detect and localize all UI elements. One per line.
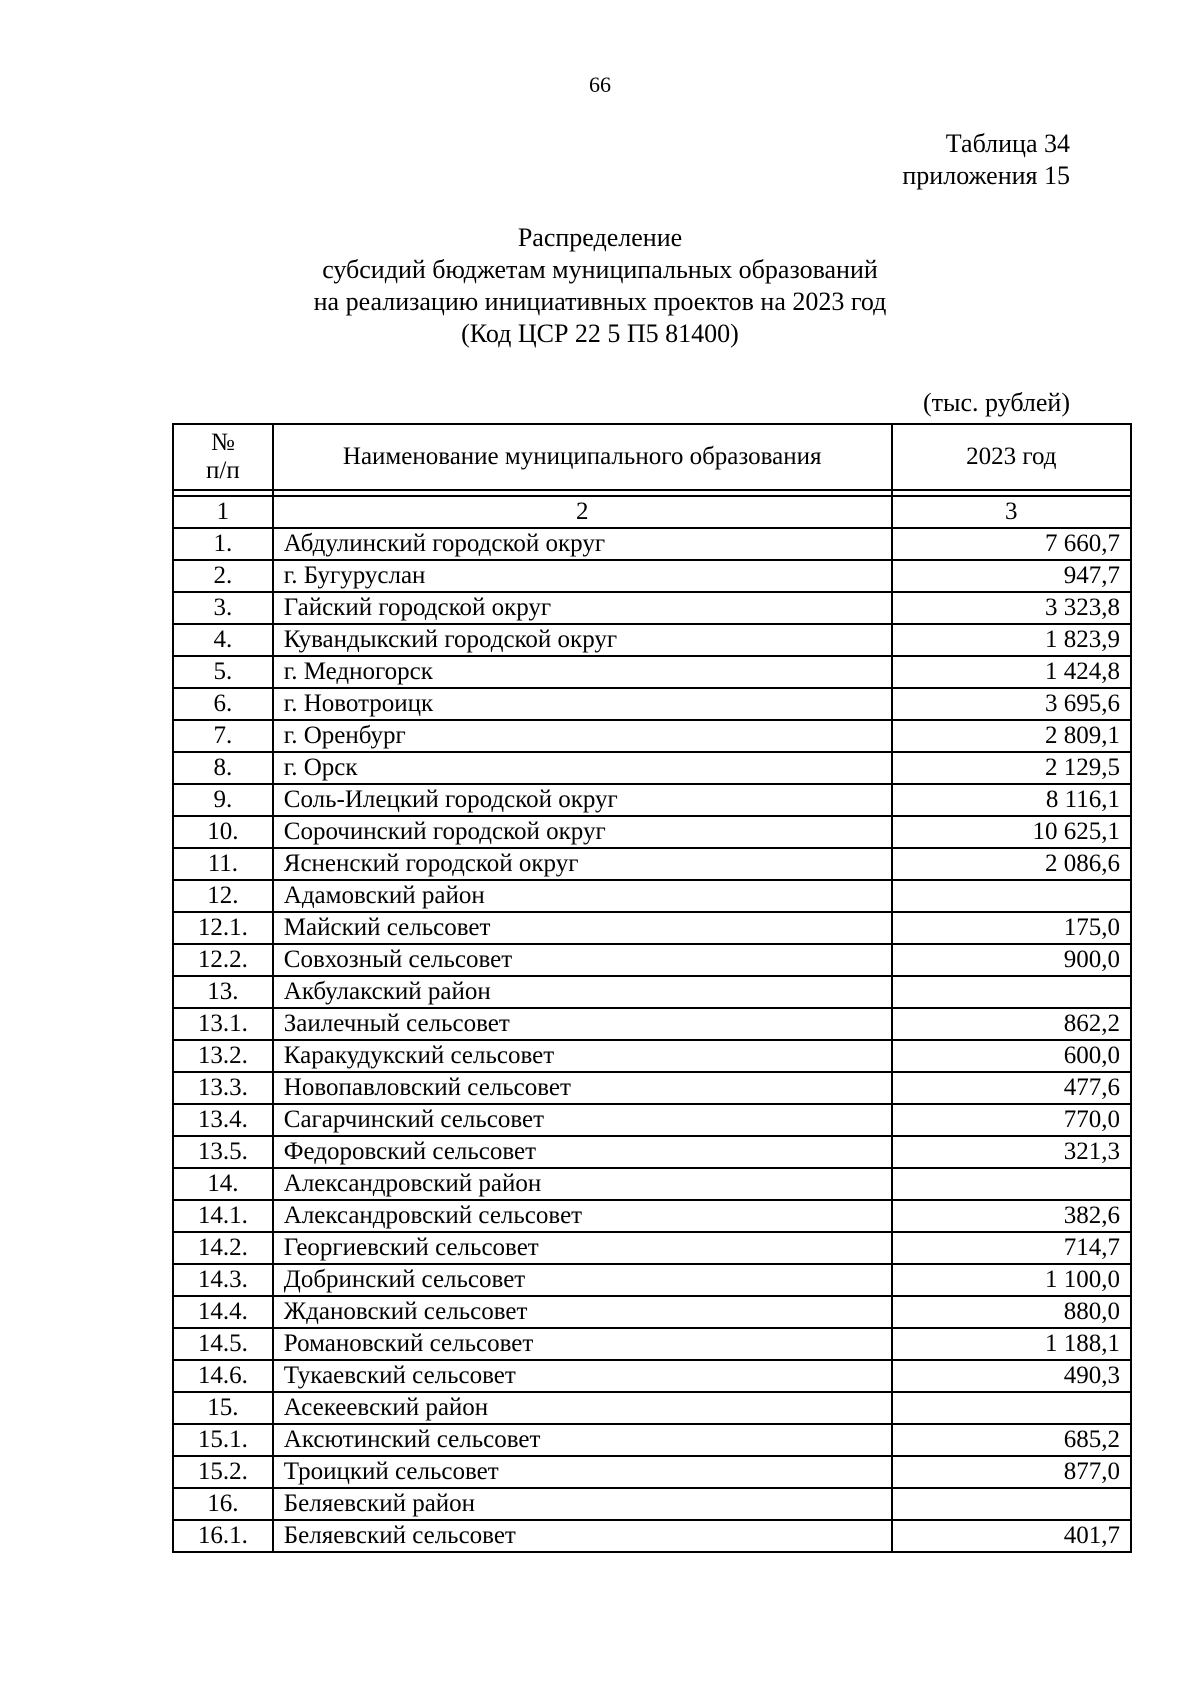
row-value-cell: 401,7 <box>892 1520 1131 1552</box>
row-name-cell: Тукаевский сельсовет <box>273 1360 892 1392</box>
table-row <box>173 688 1131 720</box>
row-number-cell: 6. <box>173 688 273 720</box>
row-name-cell: Сагарчинский сельсовет <box>273 1104 892 1136</box>
row-number-cell: 5. <box>173 656 273 688</box>
table-row <box>173 912 1131 944</box>
table-row <box>173 1008 1131 1040</box>
row-name-cell: Новопавловский сельсовет <box>273 1072 892 1104</box>
table-row <box>173 1520 1131 1552</box>
column-number-cell: 2 <box>273 496 892 528</box>
table-header-row <box>173 424 1131 490</box>
row-number-cell: 14.1. <box>173 1200 273 1232</box>
row-name-cell: Ясненский городской округ <box>273 848 892 880</box>
table-row <box>173 1264 1131 1296</box>
row-value-cell: 2 086,6 <box>892 848 1131 880</box>
table-row <box>173 1328 1131 1360</box>
row-value-cell: 714,7 <box>892 1232 1131 1264</box>
table-row <box>173 1392 1131 1424</box>
row-name-cell: Аксютинский сельсовет <box>273 1424 892 1456</box>
row-number-cell: 16. <box>173 1488 273 1520</box>
row-number-cell: 13.1. <box>173 1008 273 1040</box>
row-name-cell: Кувандыкский городской округ <box>273 624 892 656</box>
table-row <box>173 1200 1131 1232</box>
row-value-cell: 3 323,8 <box>892 592 1131 624</box>
row-name-cell: Совхозный сельсовет <box>273 944 892 976</box>
table-row <box>173 1488 1131 1520</box>
row-value-cell <box>892 976 1131 1008</box>
table-row <box>173 944 1131 976</box>
row-value-cell <box>892 1488 1131 1520</box>
row-value-cell: 490,3 <box>892 1360 1131 1392</box>
table-row <box>173 784 1131 816</box>
row-value-cell <box>892 1168 1131 1200</box>
header-num-line2: п/п <box>206 457 240 484</box>
row-number-cell: 16.1. <box>173 1520 273 1552</box>
row-name-cell: Гайский городской округ <box>273 592 892 624</box>
row-value-cell: 3 695,6 <box>892 688 1131 720</box>
row-name-cell: Заилечный сельсовет <box>273 1008 892 1040</box>
row-name-cell: Адамовский район <box>273 880 892 912</box>
table-row <box>173 848 1131 880</box>
row-value-cell <box>892 880 1131 912</box>
table-row <box>173 976 1131 1008</box>
row-number-cell: 13.4. <box>173 1104 273 1136</box>
title-line2: субсидий бюджетам муниципальных образований <box>322 255 878 284</box>
row-name-cell: Александровский район <box>273 1168 892 1200</box>
row-number-cell: 12. <box>173 880 273 912</box>
row-value-cell: 10 625,1 <box>892 816 1131 848</box>
column-number-cell: 3 <box>892 496 1131 528</box>
table-row <box>173 1104 1131 1136</box>
row-name-cell: г. Медногорск <box>273 656 892 688</box>
row-number-cell: 15.1. <box>173 1424 273 1456</box>
table-body <box>173 424 1131 1552</box>
row-name-cell: Георгиевский сельсовет <box>273 1232 892 1264</box>
table-row <box>173 1296 1131 1328</box>
row-name-cell: Федоровский сельсовет <box>273 1136 892 1168</box>
row-value-cell: 880,0 <box>892 1296 1131 1328</box>
row-value-cell <box>892 1392 1131 1424</box>
row-value-cell: 1 188,1 <box>892 1328 1131 1360</box>
row-name-cell: Добринский сельсовет <box>273 1264 892 1296</box>
table-row <box>173 1136 1131 1168</box>
row-name-cell: Александровский сельсовет <box>273 1200 892 1232</box>
row-number-cell: 13.3. <box>173 1072 273 1104</box>
row-value-cell: 947,7 <box>892 560 1131 592</box>
page-number: 66 <box>589 72 611 97</box>
row-number-cell: 7. <box>173 720 273 752</box>
table-row <box>173 624 1131 656</box>
document-title <box>0 222 1200 350</box>
table-row <box>173 1456 1131 1488</box>
row-name-cell: г. Новотроицк <box>273 688 892 720</box>
row-name-cell: г. Орск <box>273 752 892 784</box>
row-value-cell: 862,2 <box>892 1008 1131 1040</box>
row-number-cell: 4. <box>173 624 273 656</box>
row-number-cell: 14.4. <box>173 1296 273 1328</box>
table-row <box>173 1168 1131 1200</box>
table-ref-line2: приложения 15 <box>902 161 1070 190</box>
row-name-cell: Ждановский сельсовет <box>273 1296 892 1328</box>
title-line3: на реализацию инициативных проектов на 2023 год <box>313 287 887 316</box>
table-row <box>173 752 1131 784</box>
row-number-cell: 11. <box>173 848 273 880</box>
row-number-cell: 14.6. <box>173 1360 273 1392</box>
table-row <box>173 1072 1131 1104</box>
table-row <box>173 1424 1131 1456</box>
row-name-cell: г. Оренбург <box>273 720 892 752</box>
row-number-cell: 15. <box>173 1392 273 1424</box>
row-value-cell: 877,0 <box>892 1456 1131 1488</box>
row-number-cell: 12.2. <box>173 944 273 976</box>
header-name-cell: Наименование муниципального образования <box>273 424 892 490</box>
row-value-cell: 770,0 <box>892 1104 1131 1136</box>
header-value-cell: 2023 год <box>892 424 1131 490</box>
row-value-cell: 321,3 <box>892 1136 1131 1168</box>
row-number-cell: 13.5. <box>173 1136 273 1168</box>
row-number-cell: 1. <box>173 528 273 560</box>
table-ref-line1: Таблица 34 <box>945 129 1070 158</box>
row-number-cell: 3. <box>173 592 273 624</box>
title-line1: Распределение <box>517 223 683 252</box>
table-row <box>173 528 1131 560</box>
row-number-cell: 12.1. <box>173 912 273 944</box>
row-name-cell: Асекеевский район <box>273 1392 892 1424</box>
column-number-cell: 1 <box>173 496 273 528</box>
table-reference <box>902 128 1070 192</box>
row-value-cell: 685,2 <box>892 1424 1131 1456</box>
row-value-cell: 8 116,1 <box>892 784 1131 816</box>
row-value-cell: 600,0 <box>892 1040 1131 1072</box>
row-number-cell: 9. <box>173 784 273 816</box>
row-number-cell: 8. <box>173 752 273 784</box>
row-name-cell: Акбулакский район <box>273 976 892 1008</box>
row-value-cell: 1 823,9 <box>892 624 1131 656</box>
units-label: (тыс. рублей) <box>922 388 1070 417</box>
header-num-cell <box>173 424 273 490</box>
row-number-cell: 15.2. <box>173 1456 273 1488</box>
table-row <box>173 1040 1131 1072</box>
subsidy-table <box>172 423 1132 1553</box>
row-value-cell: 1 100,0 <box>892 1264 1131 1296</box>
row-value-cell: 7 660,7 <box>892 528 1131 560</box>
row-name-cell: Соль-Илецкий городской округ <box>273 784 892 816</box>
header-num-line1: № <box>210 429 235 456</box>
table-row <box>173 880 1131 912</box>
row-name-cell: Каракудукский сельсовет <box>273 1040 892 1072</box>
row-number-cell: 14.3. <box>173 1264 273 1296</box>
row-name-cell: Троицкий сельсовет <box>273 1456 892 1488</box>
row-number-cell: 10. <box>173 816 273 848</box>
table-row <box>173 720 1131 752</box>
row-value-cell: 382,6 <box>892 1200 1131 1232</box>
row-name-cell: Майский сельсовет <box>273 912 892 944</box>
row-name-cell: г. Бугуруслан <box>273 560 892 592</box>
row-value-cell: 1 424,8 <box>892 656 1131 688</box>
row-number-cell: 13. <box>173 976 273 1008</box>
column-number-row <box>173 496 1131 528</box>
row-value-cell: 2 809,1 <box>892 720 1131 752</box>
row-number-cell: 14. <box>173 1168 273 1200</box>
table-row <box>173 1232 1131 1264</box>
row-value-cell: 900,0 <box>892 944 1131 976</box>
table-row <box>173 816 1131 848</box>
row-value-cell: 175,0 <box>892 912 1131 944</box>
table-row <box>173 656 1131 688</box>
table-row <box>173 560 1131 592</box>
table-row <box>173 1360 1131 1392</box>
row-number-cell: 14.5. <box>173 1328 273 1360</box>
row-name-cell: Романовский сельсовет <box>273 1328 892 1360</box>
row-value-cell: 477,6 <box>892 1072 1131 1104</box>
row-number-cell: 14.2. <box>173 1232 273 1264</box>
row-number-cell: 2. <box>173 560 273 592</box>
row-name-cell: Беляевский сельсовет <box>273 1520 892 1552</box>
row-name-cell: Абдулинский городской округ <box>273 528 892 560</box>
row-name-cell: Беляевский район <box>273 1488 892 1520</box>
row-number-cell: 13.2. <box>173 1040 273 1072</box>
row-value-cell: 2 129,5 <box>892 752 1131 784</box>
title-line4: (Код ЦСР 22 5 П5 81400) <box>461 319 739 348</box>
table-row <box>173 592 1131 624</box>
row-name-cell: Сорочинский городской округ <box>273 816 892 848</box>
